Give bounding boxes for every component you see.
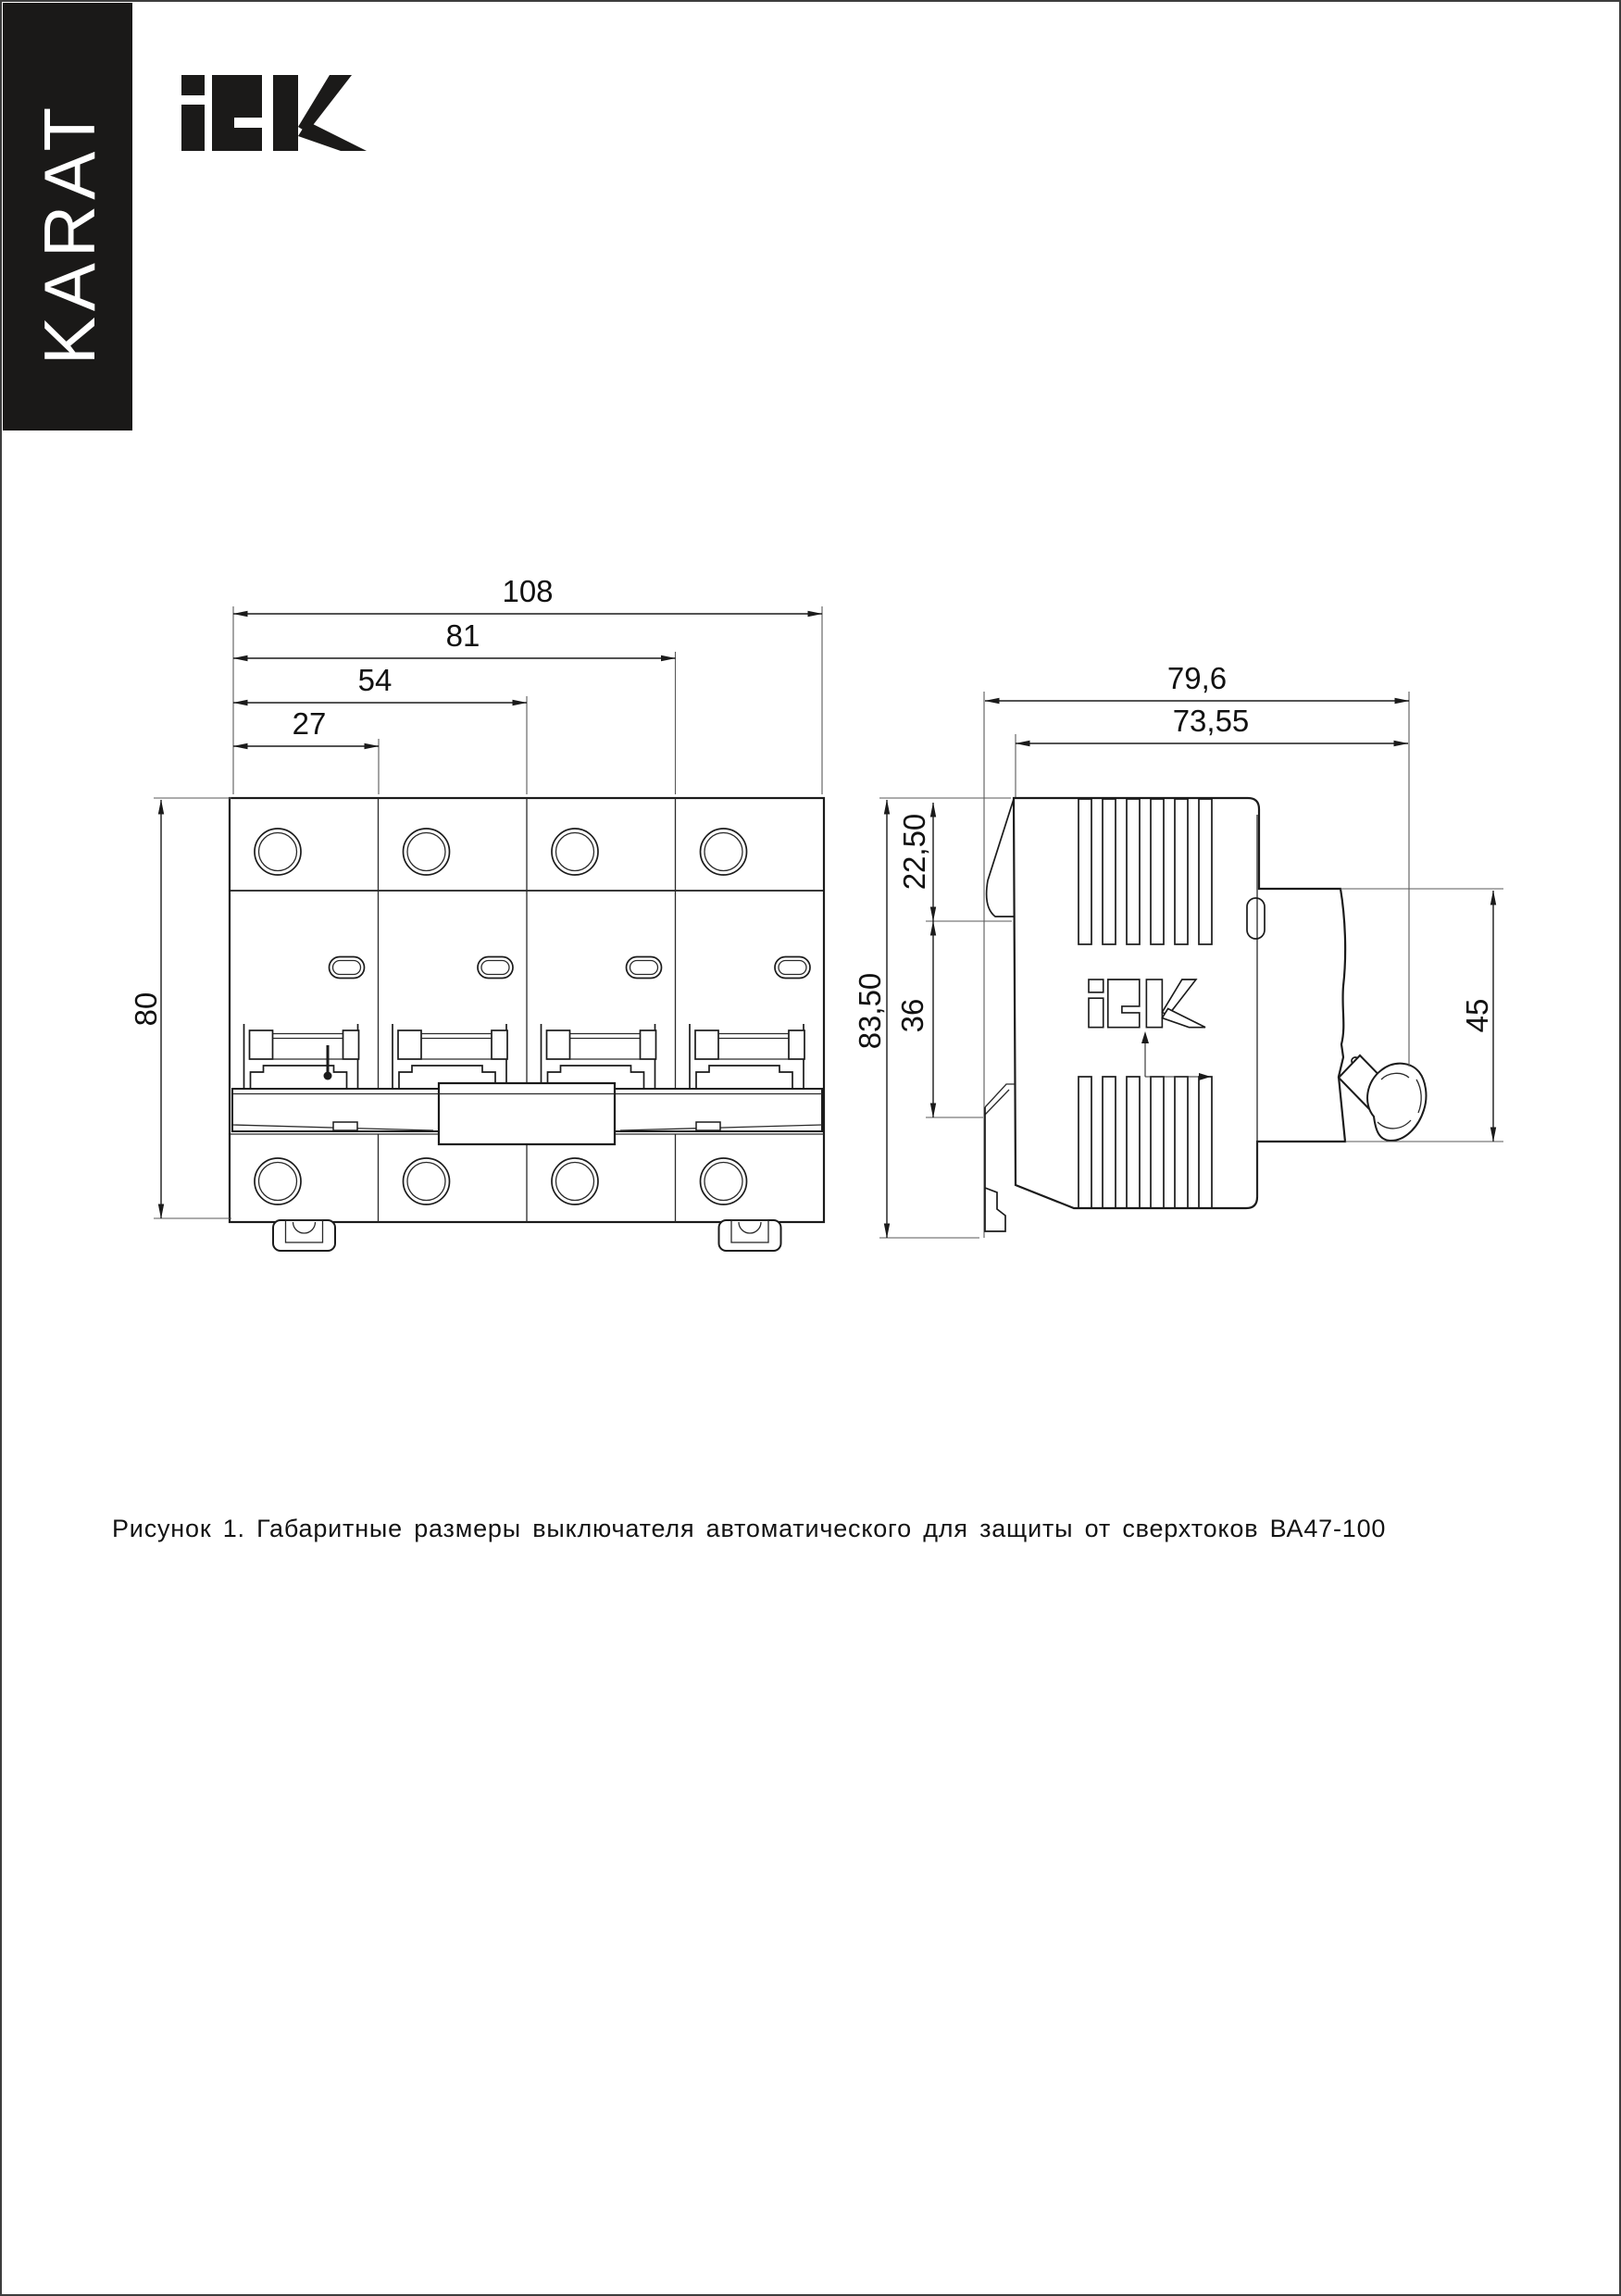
front-view bbox=[129, 574, 824, 1251]
dim-total-width: 108 bbox=[502, 574, 554, 608]
din-clip bbox=[273, 1220, 335, 1251]
dim-total-depth: 79,6 bbox=[1166, 661, 1228, 695]
din-clip bbox=[719, 1220, 781, 1251]
dim-rail-section: 36 bbox=[895, 998, 929, 1033]
tie-bar-rivet bbox=[333, 1122, 357, 1130]
toggle-lever bbox=[1339, 1055, 1426, 1141]
side-view bbox=[853, 661, 1503, 1238]
figure-caption: Рисунок 1. Габаритные размеры выключателя автоматического для защиты от сверхтоков ВА47-100 bbox=[112, 1515, 1387, 1542]
dim-total-height: 83,50 bbox=[853, 972, 887, 1050]
dim-upper-section: 22,50 bbox=[897, 813, 931, 891]
dim-height: 80 bbox=[129, 992, 163, 1027]
side-body bbox=[1014, 798, 1345, 1208]
dim-three-modules: 81 bbox=[445, 618, 480, 653]
tie-bar-rivet bbox=[696, 1122, 720, 1130]
iek-logo-icon bbox=[181, 75, 367, 151]
rail-hooks bbox=[985, 799, 1015, 1231]
karat-banner bbox=[3, 3, 132, 430]
banner-label: KARAT bbox=[29, 101, 110, 366]
dim-two-modules: 54 bbox=[357, 663, 393, 697]
dim-body-depth: 73,55 bbox=[1172, 704, 1250, 738]
dim-front-section: 45 bbox=[1460, 998, 1494, 1033]
dim-one-module: 27 bbox=[292, 706, 327, 741]
central-grip bbox=[439, 1083, 615, 1144]
